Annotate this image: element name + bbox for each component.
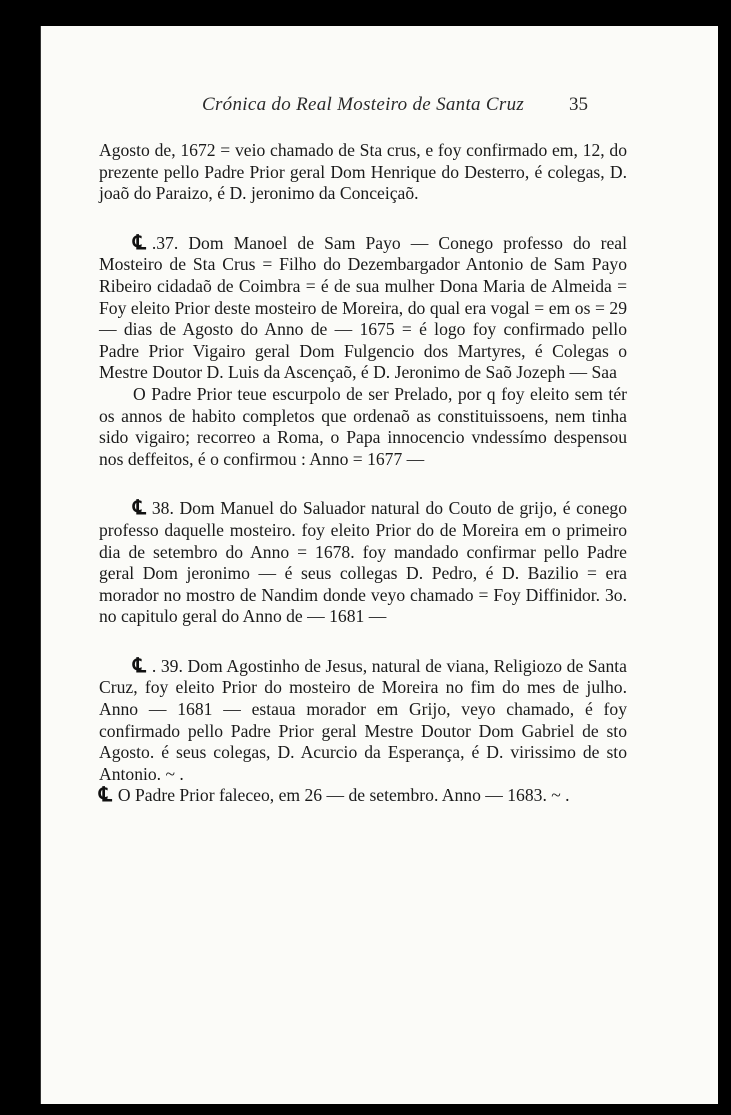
paragraph-entry-38: ℄ 38. Dom Manuel do Saluador natural do Couto de grijo, é conego professo daquelle mosteiro. foy eleito Prior do de Moreira em o primeiro dia de setembro do Anno = 1678. foy mandado confirmar pello Padre geral Dom jeronimo — é seus collegas D. Pedro, é D. Bazilio = era morador no mostro de Nandim donde veyo chamado = Foy Diffinidor. 3o. no capitulo geral do Anno de — 1681 — [99, 497, 627, 627]
paragraph-continuation: Agosto de, 1672 = veio chamado de Sta crus, e foy confirmado em, 12, do prezente pello Padre Prior geral Dom Henrique do Desterro, é colegas, D. joaõ do Paraizo, é D. jeronimo da Conceiçaõ. [99, 140, 627, 204]
paragraph-entry-39: ℄ . 39. Dom Agostinho de Jesus, natural de viana, Religiozo de Santa Cruz, foy eleito Prior do mosteiro de Moreira no fim do mes de julho. Anno — 1681 — estaua morador em Grijo, veyo chamado, é foy confirmado pello Padre Prior geral Mestre Doutor Dom Gabriel de sto Agosto. é seus colegas, D. Acurcio da Esperança, é D. virissimo de sto Antonio. ~ . [99, 654, 627, 784]
book-page [40, 26, 718, 1104]
running-header [41, 90, 718, 120]
page-number: 35 [569, 94, 588, 115]
paragraph-mark-icon: ℄ [133, 497, 146, 520]
paragraph-entry-37: ℄ .37. Dom Manoel de Sam Payo — Conego professo do real Mosteiro de Sta Crus = Filho do Dezembargador Antonio de Sam Payo Ribeiro cidadaõ de Coimbra = é de sua mulher Dona Maria de Almeida = Foy eleito Prior deste mosteiro de Moreira, do qual era vogal = em os = 29 — dias de Agosto do Anno de — 1675 = é logo foy confirmado pello Padre Prior Vigairo geral Dom Fulgencio dos Martyres, é Colegas o Mestre Doutor D. Luis da Ascençaõ, é D. Jeronimo de Saõ Jozeph — Saa [99, 231, 627, 383]
paragraph-death-note: ℄ O Padre Prior faleceo, em 26 — de setembro. Anno — 1683. ~ . [99, 784, 570, 807]
paragraph-note: O Padre Prior teue escurpolo de ser Prelado, por q foy eleito sem tér os annos de habito completos que ordenaõ as constituissoens, nem tinha sido vigairo; recorreo a Roma, o Papa innocencio vndessímo despensou nos deffeitos, é o confirmou : Anno = 1677 — [99, 383, 627, 469]
paragraph-mark-icon: ℄ [99, 784, 112, 807]
scan-border [14, 14, 717, 1101]
page-body [99, 140, 627, 807]
paragraph-mark-icon: ℄ [133, 654, 146, 677]
running-title: Crónica do Real Mosteiro de Santa Cruz [202, 94, 525, 115]
paragraph-mark-icon: ℄ [133, 231, 146, 254]
